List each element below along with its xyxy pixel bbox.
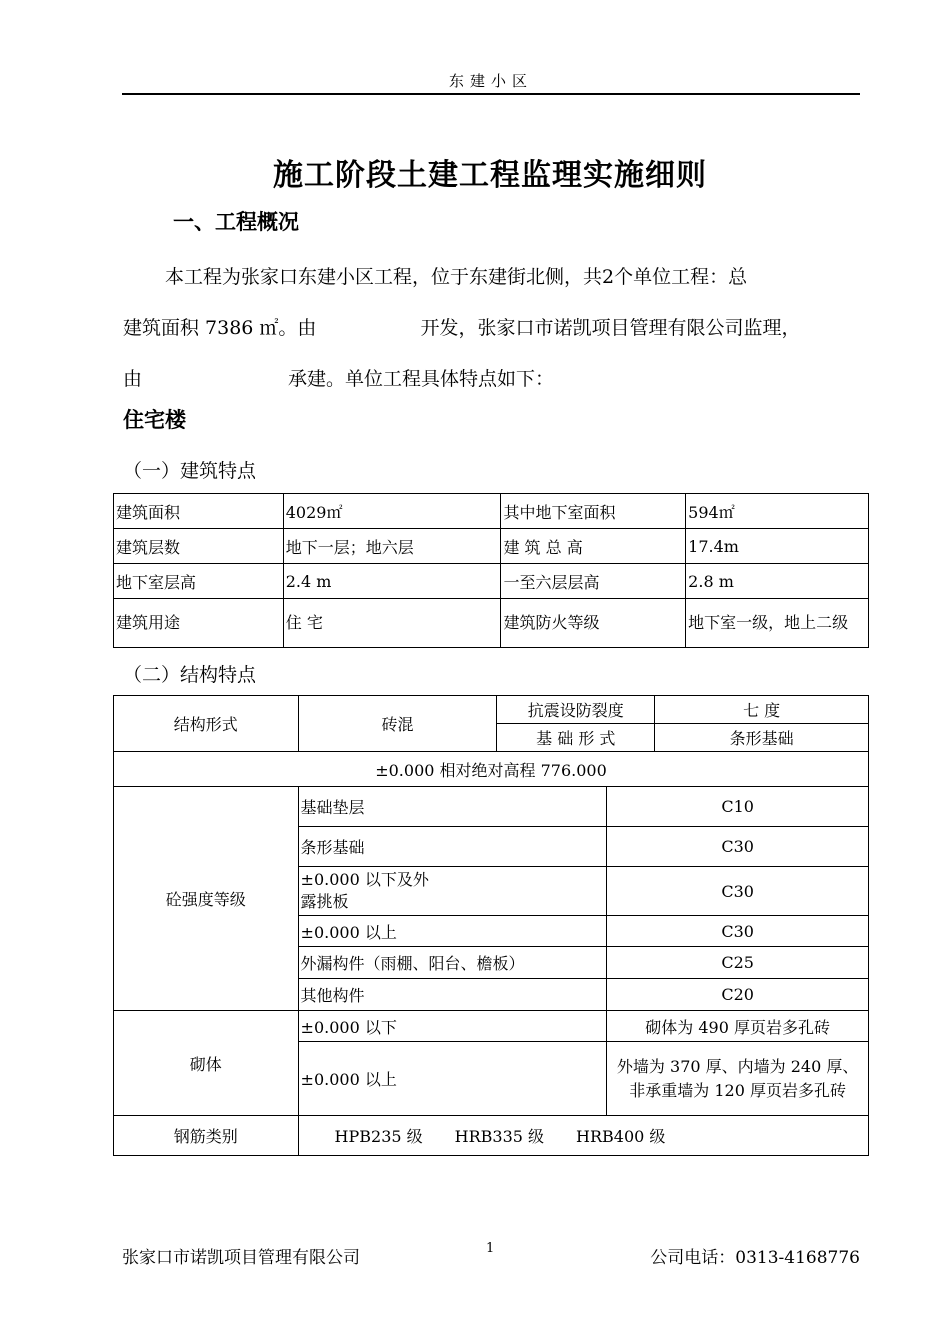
table-cell: 一至六层层高 <box>501 564 686 599</box>
struct-form-label: 结构形式 <box>114 696 299 752</box>
intro-line-3 <box>123 354 863 405</box>
foundation-value: 条形基础 <box>655 724 869 752</box>
table-cell: 2.4 m <box>283 564 501 599</box>
intro-line-2-a: 建筑面积 7386 ㎡。由 <box>123 317 317 339</box>
concrete-part: 外漏构件（雨棚、阳台、檐板） <box>298 947 607 979</box>
intro-paragraph <box>123 252 863 405</box>
foundation-label: 基 础 形 式 <box>497 724 655 752</box>
masonry-label: 砌体 <box>114 1011 299 1116</box>
rebar-label: 钢筋类别 <box>114 1116 299 1156</box>
arch-features-heading: （一）建筑特点 <box>123 460 257 482</box>
masonry-part: ±0.000 以上 <box>298 1042 607 1116</box>
intro-line-3-b: 承建。单位工程具体特点如下： <box>288 368 555 390</box>
struct-features-heading: （二）结构特点 <box>123 664 257 686</box>
struct-form-value: 砖混 <box>298 696 497 752</box>
table-row <box>114 752 869 787</box>
running-header: 东建小区 <box>122 70 860 95</box>
concrete-part <box>298 867 607 916</box>
table-row <box>114 787 869 827</box>
table-cell: 地下一层；地六层 <box>283 529 501 564</box>
table-row <box>114 1011 869 1042</box>
intro-line-2-b: 开发，张家口市诺凯项目管理有限公司监理， <box>420 317 801 339</box>
table-cell: 建筑防火等级 <box>501 599 686 648</box>
table-cell: 17.4m <box>686 529 869 564</box>
table-row <box>114 696 869 724</box>
intro-line-3-a: 由 <box>123 368 143 390</box>
table-cell: 4029㎡ <box>283 494 501 529</box>
arch-features-table <box>113 493 869 648</box>
table-cell: 建筑面积 <box>114 494 284 529</box>
section-heading-overview: 一、工程概况 <box>173 209 299 234</box>
concrete-part-text: ±0.000 以下及外露挑板 <box>300 870 429 911</box>
seismic-label: 抗震设防裂度 <box>497 696 655 724</box>
table-row <box>114 1116 869 1156</box>
concrete-part: 条形基础 <box>298 827 607 867</box>
table-cell: 其中地下室面积 <box>501 494 686 529</box>
table-cell: 建筑层数 <box>114 529 284 564</box>
table-row <box>114 599 869 648</box>
page-number: 1 <box>486 1241 495 1256</box>
concrete-part: 基础垫层 <box>298 787 607 827</box>
concrete-grade: C30 <box>607 827 869 867</box>
intro-line-2 <box>123 303 863 354</box>
concrete-grade: C20 <box>607 979 869 1011</box>
table-cell: 地下室层高 <box>114 564 284 599</box>
table-cell: 建筑用途 <box>114 599 284 648</box>
concrete-grade-label: 砼强度等级 <box>114 787 299 1011</box>
footer-company: 张家口市诺凯项目管理有限公司 <box>122 1248 360 1268</box>
concrete-part: 其他构件 <box>298 979 607 1011</box>
concrete-grade: C25 <box>607 947 869 979</box>
table-cell: 地下室一级，地上二级 <box>686 599 869 648</box>
seismic-value: 七 度 <box>655 696 869 724</box>
table-cell: 2.8 m <box>686 564 869 599</box>
concrete-grade: C30 <box>607 916 869 947</box>
footer-phone: 公司电话：0313-4168776 <box>650 1248 860 1268</box>
elevation-note: ±0.000 相对绝对高程 776.000 <box>114 752 869 787</box>
table-row <box>114 529 869 564</box>
building-name: 住宅楼 <box>123 407 186 432</box>
table-cell: 住 宅 <box>283 599 501 648</box>
rebar-value: HPB235 级 HRB335 级 HRB400 级 <box>298 1116 868 1156</box>
concrete-part: ±0.000 以上 <box>298 916 607 947</box>
table-row <box>114 564 869 599</box>
intro-line-1: 本工程为张家口东建小区工程，位于东建街北侧，共2个单位工程：总 <box>165 266 748 288</box>
concrete-grade: C10 <box>607 787 869 827</box>
masonry-desc: 外墙为 370 厚、内墙为 240 厚、非承重墙为 120 厚页岩多孔砖 <box>607 1042 869 1116</box>
masonry-part: ±0.000 以下 <box>298 1011 607 1042</box>
document-title: 施工阶段土建工程监理实施细则 <box>273 158 707 193</box>
table-cell: 594㎡ <box>686 494 869 529</box>
table-row <box>114 494 869 529</box>
table-cell: 建 筑 总 高 <box>501 529 686 564</box>
concrete-grade: C30 <box>607 867 869 916</box>
masonry-desc: 砌体为 490 厚页岩多孔砖 <box>607 1011 869 1042</box>
struct-features-table <box>113 695 869 1156</box>
